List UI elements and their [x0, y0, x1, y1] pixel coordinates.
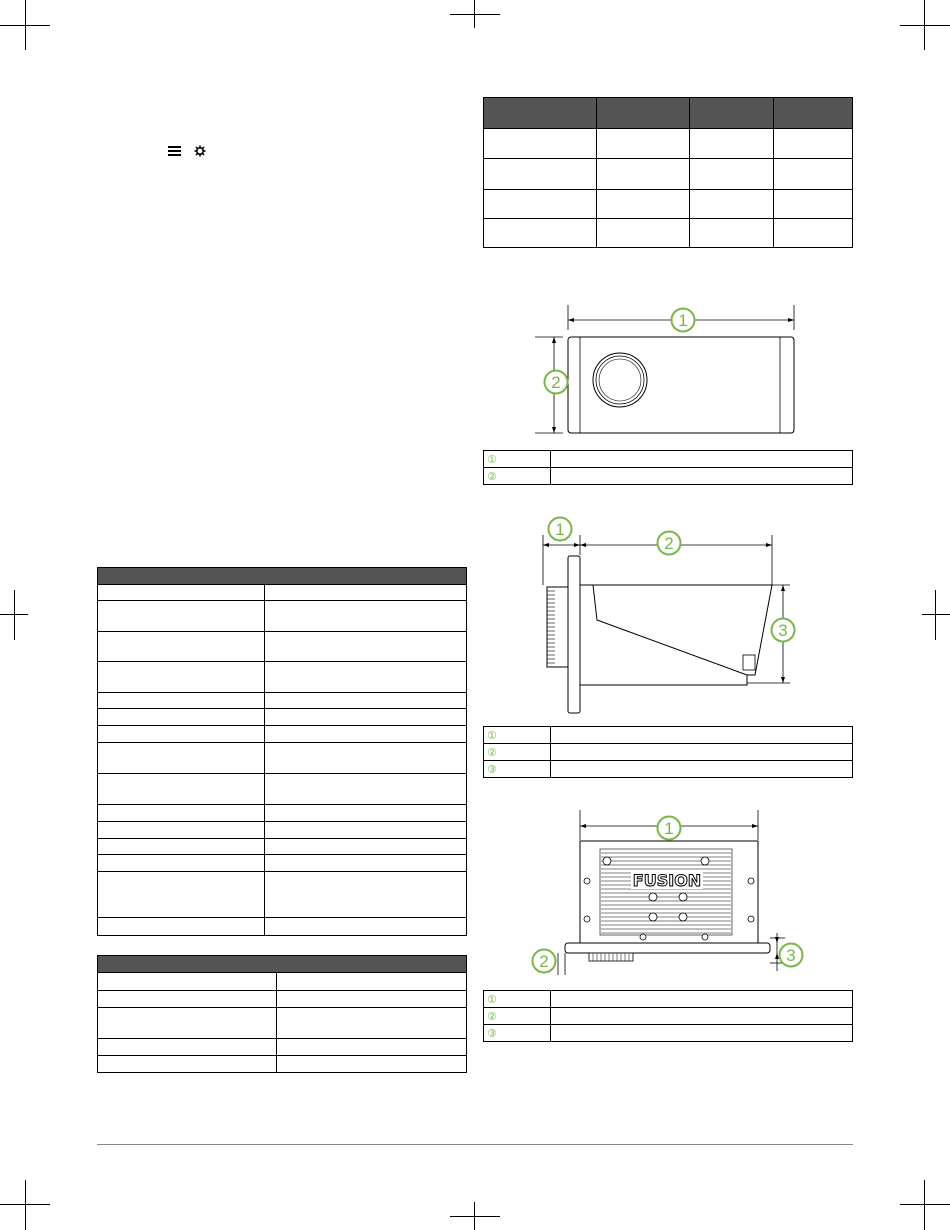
callout-number: 3	[786, 946, 796, 965]
legend-row: ①	[484, 727, 853, 744]
legend-side	[483, 726, 853, 778]
table-row	[98, 774, 467, 805]
legend-top	[483, 990, 853, 1042]
table-row	[98, 822, 467, 839]
crop-mark	[25, 1180, 26, 1230]
table-header	[98, 568, 467, 585]
crop-mark	[924, 1180, 925, 1230]
crop-mark	[14, 590, 15, 640]
table-row	[98, 632, 467, 662]
crop-mark	[922, 614, 950, 615]
table-header	[597, 98, 690, 129]
crop-mark	[450, 14, 500, 15]
legend-row: ②	[484, 1008, 853, 1025]
table-row	[98, 662, 467, 693]
crop-mark	[0, 25, 50, 26]
callout-1	[547, 516, 573, 542]
callout-number: 1	[678, 311, 688, 330]
table-header	[98, 956, 467, 973]
table-row	[98, 1008, 467, 1039]
legend-row: ①	[484, 991, 853, 1008]
legend-row: ①	[484, 451, 853, 468]
brand-logo: FUSION	[632, 871, 702, 890]
table-row	[98, 872, 467, 918]
table-row	[98, 805, 467, 822]
menu-icon	[168, 145, 181, 157]
callout-number: 2	[551, 373, 561, 392]
callout-1	[656, 815, 682, 841]
table-row	[98, 601, 467, 632]
table-row	[484, 159, 853, 190]
callout-number: 2	[539, 952, 549, 971]
crop-mark	[0, 1204, 50, 1205]
table-row	[98, 1039, 467, 1056]
crop-mark	[900, 25, 950, 26]
callout-3	[778, 942, 804, 968]
table-row	[98, 743, 467, 774]
table-row	[98, 1056, 467, 1073]
specifications-table	[97, 567, 467, 936]
table-row	[98, 855, 467, 872]
table-row	[98, 918, 467, 936]
table-header	[774, 98, 853, 129]
callout-1	[670, 307, 696, 333]
callout-number: 1	[664, 819, 674, 838]
specifications-table-2	[97, 955, 467, 1073]
callout-3	[770, 617, 796, 643]
table-row	[98, 973, 467, 991]
table-row	[484, 190, 853, 219]
legend-row: ③	[484, 1025, 853, 1042]
table-row	[98, 585, 467, 601]
callout-2	[543, 369, 569, 395]
callout-number: 3	[778, 621, 788, 640]
callout-number: 1	[555, 520, 565, 539]
callout-number: 2	[664, 534, 674, 553]
table-row	[98, 709, 467, 726]
table-header	[690, 98, 774, 129]
callout-2	[531, 948, 557, 974]
footer-rule	[97, 1144, 853, 1145]
crop-mark	[450, 1216, 500, 1217]
table-row	[98, 991, 467, 1008]
top-right-table	[483, 97, 853, 248]
callout-2	[656, 530, 682, 556]
table-row	[484, 129, 853, 159]
legend-row: ②	[484, 468, 853, 485]
crop-mark	[900, 1204, 950, 1205]
table-row	[484, 219, 853, 248]
table-header	[484, 98, 597, 129]
legend-row: ③	[484, 761, 853, 778]
table-row	[98, 726, 467, 743]
legend-front	[483, 450, 853, 485]
legend-row: ②	[484, 744, 853, 761]
crop-mark	[935, 590, 936, 640]
gear-icon	[194, 145, 206, 157]
table-row	[98, 693, 467, 709]
table-row	[98, 839, 467, 855]
